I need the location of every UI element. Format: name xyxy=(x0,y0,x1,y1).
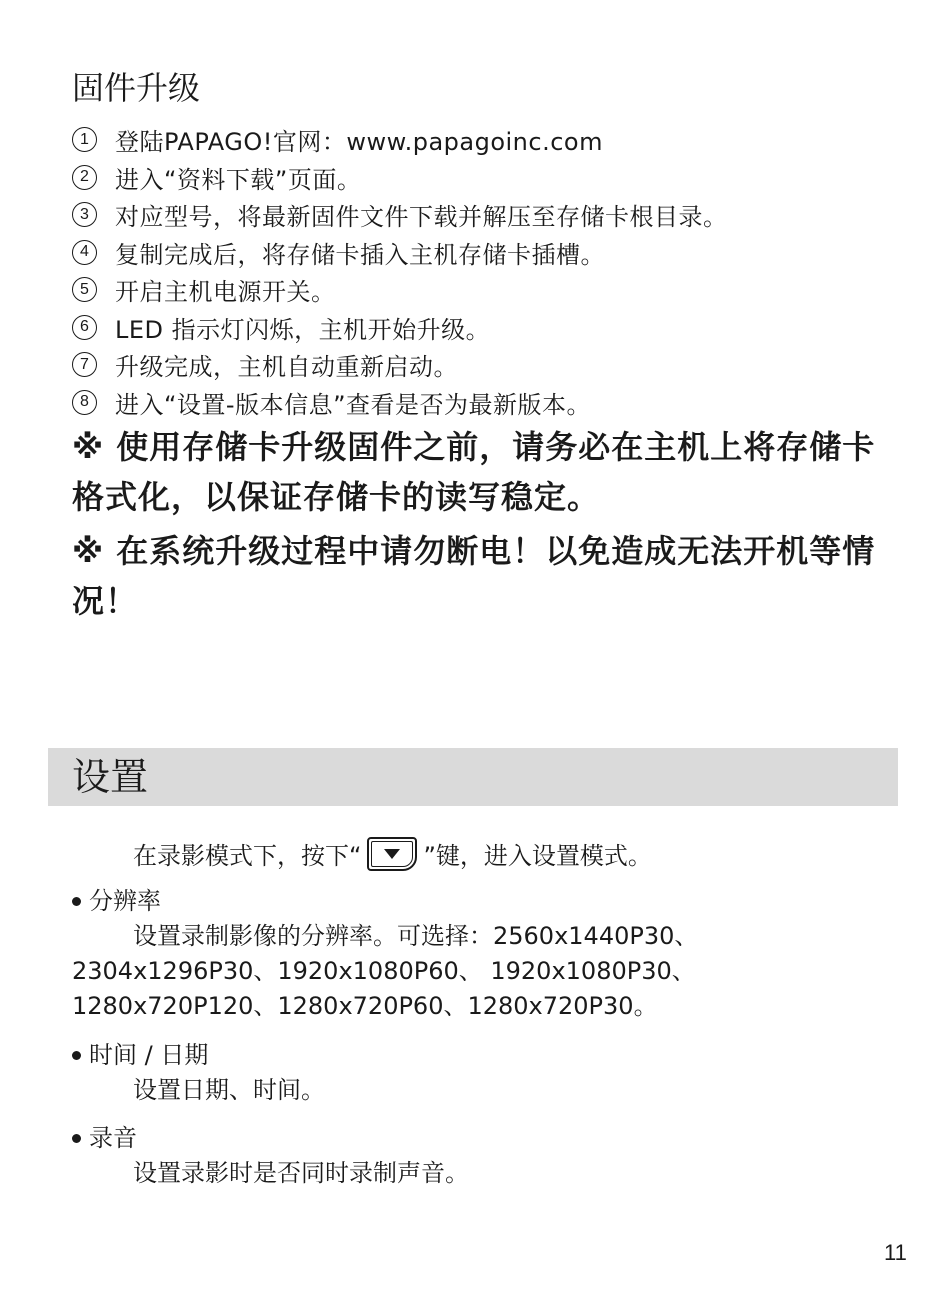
setting-resolution xyxy=(72,884,872,1024)
step-3 xyxy=(72,196,728,234)
step-number: 7 xyxy=(72,352,97,377)
intro-text-after: ”键，进入设置模式。 xyxy=(423,842,652,870)
step-2 xyxy=(72,159,728,197)
step-8 xyxy=(72,384,728,422)
setting-title-text: 分辨率 xyxy=(89,887,161,915)
step-text: 进入“资料下载”页面。 xyxy=(115,165,362,194)
step-text: 对应型号，将最新固件文件下载并解压至存储卡根目录。 xyxy=(115,203,728,232)
step-text: 登陆PAPAGO!官网：www.papagoinc.com xyxy=(115,128,603,157)
step-text: 进入“设置-版本信息”查看是否为最新版本。 xyxy=(115,390,592,419)
setting-title xyxy=(72,884,872,919)
step-text: LED 指示灯闪烁，主机开始升级。 xyxy=(115,315,491,344)
setting-time-date xyxy=(72,1038,872,1108)
setting-description: 设置日期、时间。 xyxy=(133,1076,325,1104)
setting-audio xyxy=(72,1121,872,1191)
firmware-steps-list xyxy=(72,121,728,421)
warning-no-power-off: ※ 在系统升级过程中请勿断电！以免造成无法开机等情况！ xyxy=(72,532,876,620)
firmware-heading: 固件升级 xyxy=(72,69,201,107)
step-6 xyxy=(72,309,728,347)
bullet-icon xyxy=(72,897,81,906)
step-1 xyxy=(72,121,728,159)
setting-title xyxy=(72,1121,872,1156)
setting-description: 设置录制影像的分辨率。可选择：2560x1440P30、2304x1296P30、1920x1080P60、 1920x1080P30、1280x720P120、1280x720P60、1280x720P30。 xyxy=(72,922,699,1020)
step-number: 2 xyxy=(72,165,97,190)
setting-title-text: 录音 xyxy=(89,1124,137,1152)
down-arrow-key-icon xyxy=(367,837,417,871)
setting-title xyxy=(72,1038,872,1073)
step-text: 复制完成后，将存储卡插入主机存储卡插槽。 xyxy=(115,240,605,269)
setting-description: 设置录影时是否同时录制声音。 xyxy=(133,1159,469,1187)
step-5 xyxy=(72,271,728,309)
settings-title: 设置 xyxy=(72,755,149,799)
bullet-icon xyxy=(72,1134,81,1143)
step-number: 3 xyxy=(72,202,97,227)
intro-text-before: 在录影模式下，按下“ xyxy=(133,842,362,870)
step-number: 4 xyxy=(72,240,97,265)
page-number: 11 xyxy=(884,1240,907,1265)
step-number: 1 xyxy=(72,127,97,152)
step-number: 5 xyxy=(72,277,97,302)
step-4 xyxy=(72,234,728,272)
step-text: 开启主机电源开关。 xyxy=(115,278,336,307)
step-7 xyxy=(72,346,728,384)
settings-section-header xyxy=(48,748,898,806)
settings-intro xyxy=(133,836,652,876)
step-text: 升级完成，主机自动重新启动。 xyxy=(115,353,458,382)
step-number: 8 xyxy=(72,390,97,415)
bullet-icon xyxy=(72,1051,81,1060)
step-number: 6 xyxy=(72,315,97,340)
warning-format-card: ※ 使用存储卡升级固件之前，请务必在主机上将存储卡格式化，以保证存储卡的读写稳定。 xyxy=(72,428,876,516)
setting-title-text: 时间 / 日期 xyxy=(89,1041,209,1069)
warnings-block xyxy=(72,422,882,630)
